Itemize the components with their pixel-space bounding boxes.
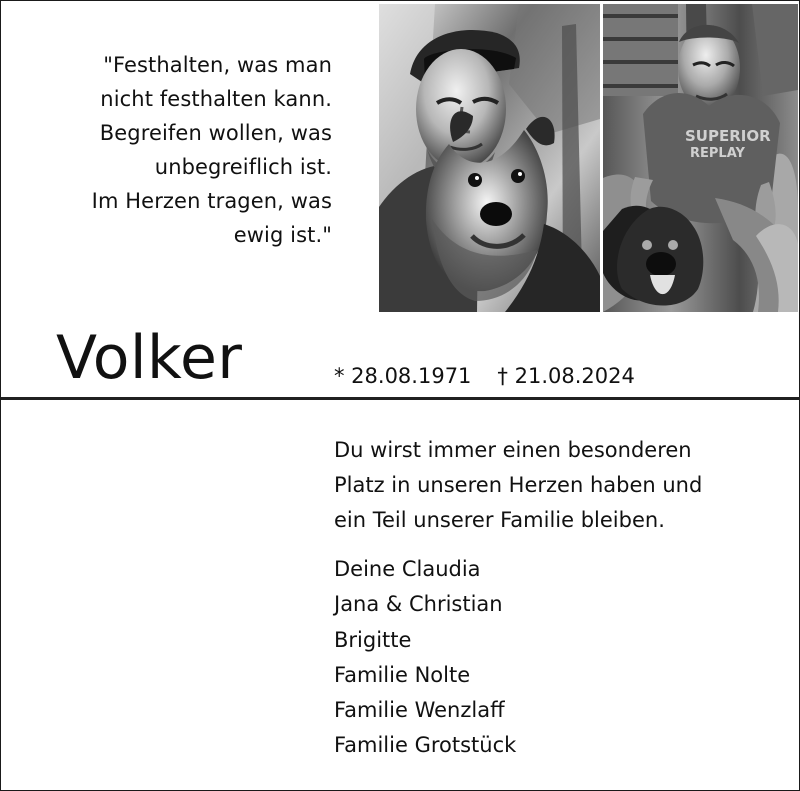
man-with-dark-dog-photo xyxy=(603,4,798,312)
death-date: † 21.08.2024 xyxy=(497,364,635,388)
mourner-name: Familie Nolte xyxy=(334,662,471,687)
photo-man-with-dark-dog xyxy=(603,4,798,312)
mourner-name: Familie Grotstück xyxy=(334,733,517,758)
mourner-name: Familie Wenzlaff xyxy=(334,698,505,723)
shirt-logo-text: SUPERIOR xyxy=(685,127,771,145)
man-with-terrier-photo xyxy=(379,4,600,312)
photo-man-with-terrier xyxy=(379,4,600,312)
memorial-message: Du wirst immer einen besonderen Platz in unseren Herzen haben und ein Teil unserer Familie bleiben. xyxy=(334,438,703,532)
mourner-name: Jana & Christian xyxy=(334,592,503,617)
mourners-list xyxy=(334,552,754,764)
mourner-name: Brigitte xyxy=(334,627,412,652)
mourner-name: Deine Claudia xyxy=(334,557,481,581)
section-divider xyxy=(1,397,800,400)
life-dates xyxy=(334,361,635,391)
deceased-name: Volker xyxy=(56,323,243,393)
memorial-quote: "Festhalten, was man nicht festhalten kann. Begreifen wollen, was unbegreiflich ist. Im Herzen tragen, was ewig ist." xyxy=(91,53,332,247)
birth-date: * 28.08.1971 xyxy=(334,364,472,388)
shirt-logo-subtext: REPLAY xyxy=(690,146,745,161)
